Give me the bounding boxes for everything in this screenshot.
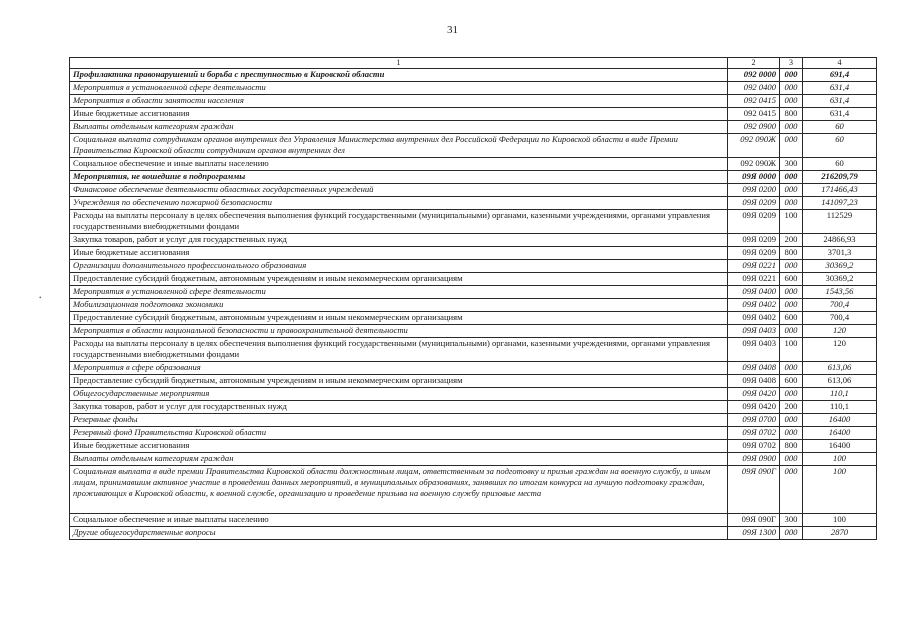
cell-type: 800 — [780, 108, 803, 121]
cell-sum: 631,4 — [803, 108, 877, 121]
cell-code: 09Я 0402 — [728, 312, 780, 325]
cell-name: Иные бюджетные ассигнования — [70, 440, 728, 453]
cell-sum: 60 — [803, 158, 877, 171]
table-row — [70, 108, 877, 121]
cell-type: 800 — [780, 440, 803, 453]
table-row — [70, 197, 877, 210]
cell-type: 000 — [780, 414, 803, 427]
cell-sum: 141097,23 — [803, 197, 877, 210]
cell-name: Мероприятия в сфере образования — [70, 362, 728, 375]
cell-code: 09Я 0221 — [728, 273, 780, 286]
cell-type: 000 — [780, 286, 803, 299]
table-row — [70, 273, 877, 286]
cell-sum: 16400 — [803, 414, 877, 427]
cell-type: 000 — [780, 325, 803, 338]
header-code: 2 — [728, 58, 780, 69]
cell-type: 000 — [780, 82, 803, 95]
cell-sum: 60 — [803, 121, 877, 134]
cell-name: Мероприятия в установленной сфере деятельности — [70, 286, 728, 299]
table-row — [70, 375, 877, 388]
cell-name: Другие общегосударственные вопросы — [70, 527, 728, 540]
header-type: 3 — [780, 58, 803, 69]
cell-name: Мероприятия в установленной сфере деятельности — [70, 82, 728, 95]
cell-sum: 16400 — [803, 440, 877, 453]
cell-code: 092 0000 — [728, 69, 780, 82]
cell-sum: 1543,56 — [803, 286, 877, 299]
cell-type: 600 — [780, 312, 803, 325]
header-name: 1 — [70, 58, 728, 69]
cell-type: 000 — [780, 388, 803, 401]
budget-table — [69, 57, 877, 540]
cell-code: 09Я 0200 — [728, 184, 780, 197]
cell-code: 09Я 0408 — [728, 375, 780, 388]
cell-sum: 216209,79 — [803, 171, 877, 184]
cell-type: 000 — [780, 171, 803, 184]
cell-code: 092 0415 — [728, 108, 780, 121]
cell-sum: 110,1 — [803, 401, 877, 414]
cell-sum: 60 — [803, 134, 877, 158]
cell-type: 000 — [780, 121, 803, 134]
cell-code: 092 0900 — [728, 121, 780, 134]
cell-code: 09Я 0221 — [728, 260, 780, 273]
cell-code: 09Я 0420 — [728, 401, 780, 414]
cell-type: 000 — [780, 184, 803, 197]
cell-sum: 112529 — [803, 210, 877, 234]
cell-name: Выплаты отдельным категориям граждан — [70, 121, 728, 134]
cell-type: 800 — [780, 247, 803, 260]
cell-name: Предоставление субсидий бюджетным, автономным учреждениям и иным некоммерческим организациям — [70, 312, 728, 325]
cell-code: 092 0415 — [728, 95, 780, 108]
table-row — [70, 158, 877, 171]
cell-code: 09Я 0209 — [728, 234, 780, 247]
cell-code: 09Я 0403 — [728, 325, 780, 338]
table-row — [70, 414, 877, 427]
cell-sum: 2870 — [803, 527, 877, 540]
cell-name: Мероприятия, не вошедшие в подпрограммы — [70, 171, 728, 184]
cell-sum: 613,06 — [803, 362, 877, 375]
header-sum: 4 — [803, 58, 877, 69]
cell-name: Финансовое обеспечение деятельности областных государственных учреждений — [70, 184, 728, 197]
cell-sum: 120 — [803, 325, 877, 338]
table-row — [70, 82, 877, 95]
cell-name: Организации дополнительного профессионального образования — [70, 260, 728, 273]
cell-code: 09Я 0209 — [728, 247, 780, 260]
cell-name: Иные бюджетные ассигнования — [70, 108, 728, 121]
cell-type: 000 — [780, 95, 803, 108]
table-row — [70, 299, 877, 312]
cell-type: 000 — [780, 260, 803, 273]
cell-name: Расходы на выплаты персоналу в целях обеспечения выполнения функций государственными (муниципальными) органами, казенными учреждениями, органами управления государственными внебюджетными фондами — [70, 210, 728, 234]
cell-code: 09Я 0209 — [728, 197, 780, 210]
cell-type: 200 — [780, 401, 803, 414]
cell-type: 000 — [780, 527, 803, 540]
cell-code: 09Я 0900 — [728, 453, 780, 466]
table-row — [70, 247, 877, 260]
cell-name: Предоставление субсидий бюджетным, автономным учреждениям и иным некоммерческим организациям — [70, 273, 728, 286]
cell-name: Мероприятия в области национальной безопасности и правоохранительной деятельности — [70, 325, 728, 338]
cell-sum: 100 — [803, 514, 877, 527]
cell-sum: 110,1 — [803, 388, 877, 401]
table-row — [70, 134, 877, 158]
cell-type: 300 — [780, 514, 803, 527]
cell-name: Закупка товаров, работ и услуг для государственных нужд — [70, 234, 728, 247]
cell-name: Учреждения по обеспечению пожарной безопасности — [70, 197, 728, 210]
cell-code: 092 090Ж — [728, 158, 780, 171]
table-row — [70, 401, 877, 414]
cell-name: Социальное обеспечение и иные выплаты населению — [70, 514, 728, 527]
cell-code: 09Я 1300 — [728, 527, 780, 540]
cell-code: 09Я 0408 — [728, 362, 780, 375]
table-row — [70, 286, 877, 299]
cell-type: 600 — [780, 273, 803, 286]
table-row — [70, 453, 877, 466]
cell-code: 09Я 0209 — [728, 210, 780, 234]
cell-name: Мероприятия в области занятости населения — [70, 95, 728, 108]
table-row — [70, 427, 877, 440]
cell-sum: 24866,93 — [803, 234, 877, 247]
cell-sum: 691,4 — [803, 69, 877, 82]
cell-type: 600 — [780, 375, 803, 388]
table-row — [70, 210, 877, 234]
cell-name: Общегосударственные мероприятия — [70, 388, 728, 401]
table-row — [70, 440, 877, 453]
cell-code: 09Я 090Г — [728, 514, 780, 527]
table-row — [70, 514, 877, 527]
cell-sum: 631,4 — [803, 95, 877, 108]
cell-type: 300 — [780, 158, 803, 171]
cell-type: 000 — [780, 299, 803, 312]
cell-code: 092 090Ж — [728, 134, 780, 158]
cell-code: 09Я 0402 — [728, 299, 780, 312]
cell-sum: 613,06 — [803, 375, 877, 388]
cell-type: 000 — [780, 69, 803, 82]
cell-type: 100 — [780, 210, 803, 234]
table-row — [70, 338, 877, 362]
table-row — [70, 388, 877, 401]
cell-code: 09Я 0420 — [728, 388, 780, 401]
header-row — [70, 58, 877, 69]
table-row — [70, 184, 877, 197]
table-row — [70, 95, 877, 108]
cell-sum: 16400 — [803, 427, 877, 440]
page-number: 31 — [447, 24, 458, 36]
table-row — [70, 466, 877, 514]
cell-sum: 700,4 — [803, 312, 877, 325]
cell-type: 000 — [780, 427, 803, 440]
cell-name: Социальная выплата сотрудникам органов внутренних дел Управления Министерства внутренних дел Российской Федерации по Кировской области в виде Премии Правительства Кировской области сотрудникам органов внутренних дел — [70, 134, 728, 158]
cell-code: 09Я 090Г — [728, 466, 780, 514]
cell-type: 100 — [780, 338, 803, 362]
cell-code: 09Я 0400 — [728, 286, 780, 299]
table-row — [70, 260, 877, 273]
cell-code: 09Я 0403 — [728, 338, 780, 362]
cell-name: Профилактика правонарушений и борьба с преступностью в Кировской области — [70, 69, 728, 82]
cell-name: Резервные фонды — [70, 414, 728, 427]
cell-code: 09Я 0700 — [728, 414, 780, 427]
cell-sum: 100 — [803, 453, 877, 466]
cell-name: Мобилизационная подготовка экономики — [70, 299, 728, 312]
cell-type: 000 — [780, 453, 803, 466]
cell-name: Предоставление субсидий бюджетным, автономным учреждениям и иным некоммерческим организациям — [70, 375, 728, 388]
cell-code: 092 0400 — [728, 82, 780, 95]
cell-name: Социальное обеспечение и иные выплаты населению — [70, 158, 728, 171]
table-row — [70, 69, 877, 82]
cell-name: Выплаты отдельным категориям граждан — [70, 453, 728, 466]
table-row — [70, 527, 877, 540]
cell-type: 000 — [780, 134, 803, 158]
margin-mark: • — [39, 294, 42, 302]
cell-sum: 120 — [803, 338, 877, 362]
cell-sum: 3701,3 — [803, 247, 877, 260]
cell-name: Расходы на выплаты персоналу в целях обеспечения выполнения функций государственными (муниципальными) органами, казенными учреждениями, органами управления государственными внебюджетными фондами — [70, 338, 728, 362]
cell-sum: 30369,2 — [803, 273, 877, 286]
table-row — [70, 171, 877, 184]
cell-sum: 30369,2 — [803, 260, 877, 273]
cell-type: 000 — [780, 362, 803, 375]
table-row — [70, 234, 877, 247]
cell-type: 200 — [780, 234, 803, 247]
table-row — [70, 362, 877, 375]
table-row — [70, 121, 877, 134]
cell-name: Резервный фонд Правительства Кировской области — [70, 427, 728, 440]
table-row — [70, 325, 877, 338]
cell-sum: 700,4 — [803, 299, 877, 312]
cell-name: Закупка товаров, работ и услуг для государственных нужд — [70, 401, 728, 414]
cell-code: 09Я 0702 — [728, 440, 780, 453]
cell-name: Иные бюджетные ассигнования — [70, 247, 728, 260]
table-row — [70, 312, 877, 325]
cell-code: 09Я 0702 — [728, 427, 780, 440]
cell-type: 000 — [780, 466, 803, 514]
cell-sum: 631,4 — [803, 82, 877, 95]
cell-code: 09Я 0000 — [728, 171, 780, 184]
cell-sum: 171466,43 — [803, 184, 877, 197]
cell-sum: 100 — [803, 466, 877, 514]
cell-type: 000 — [780, 197, 803, 210]
cell-name: Социальная выплата в виде премии Правительства Кировской области должностным лицам, ответственным за подготовку и призыв граждан на военную службу, и иным лицам, принимавшим активное участие в проведении данных мероприятий, в муниципальных образованиях, занявших по итогам конкурса на лучшую подготовку граждан, проживающих в Кировской области, к военной службе, организацию и проведение призыва на военную службу призовые места — [70, 466, 728, 514]
